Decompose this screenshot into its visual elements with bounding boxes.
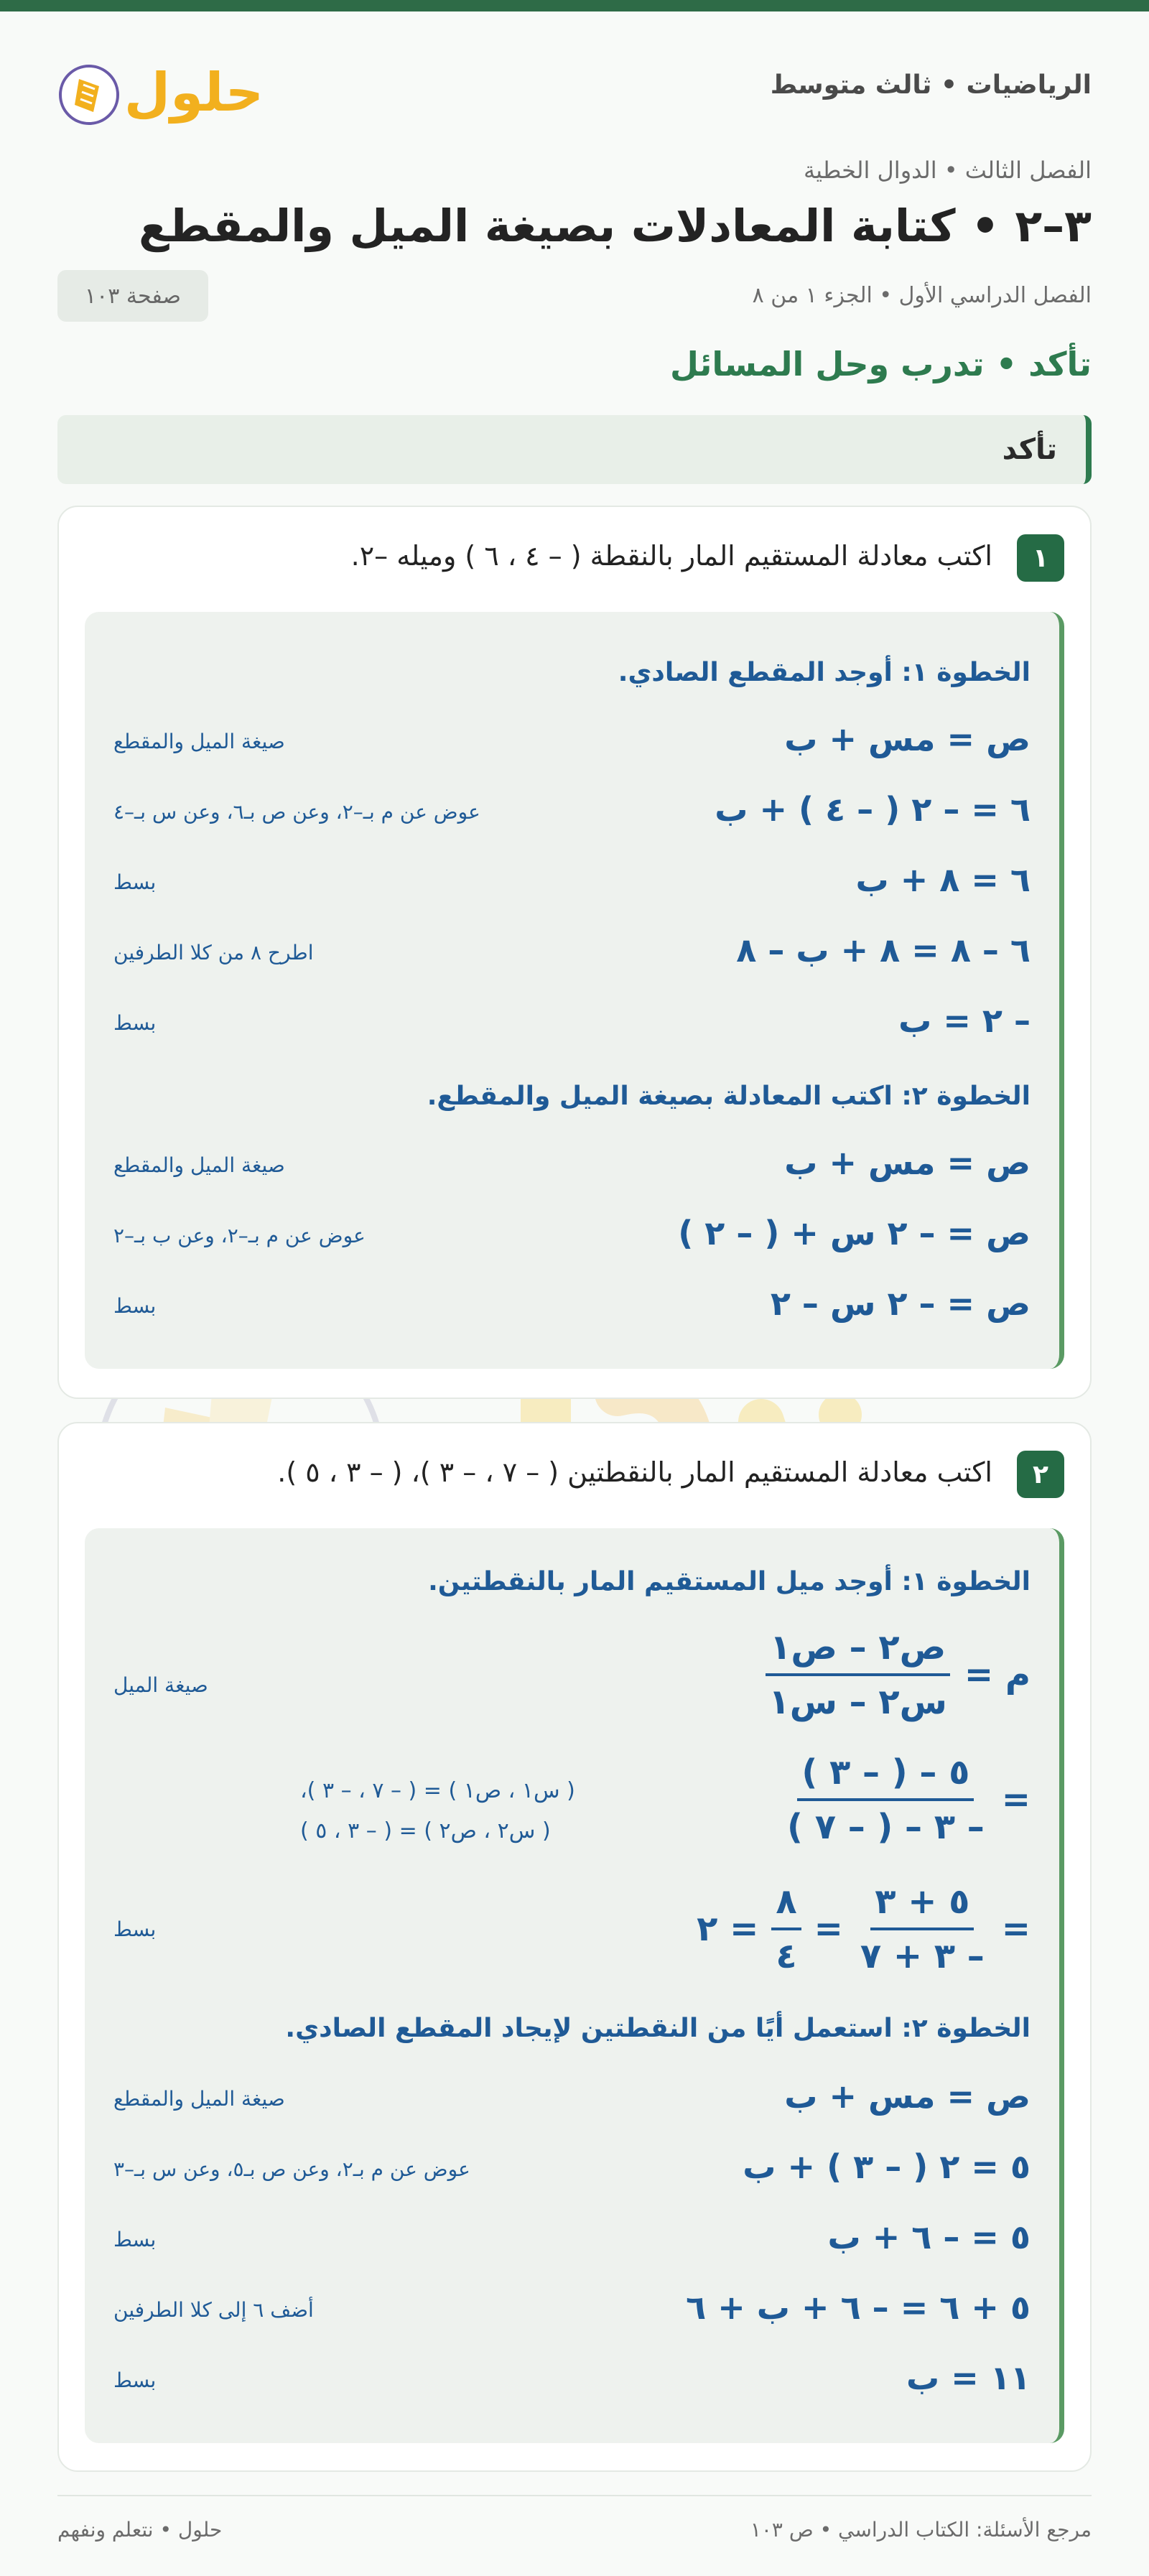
equation-note: صيغة الميل والمقطع — [113, 730, 285, 753]
slope-substitution — [783, 1752, 1031, 1847]
slope-formula — [764, 1627, 1031, 1722]
equation-note: اطرح ٨ من كلا الطرفين — [113, 941, 314, 964]
fraction-denominator: ٤ — [776, 1936, 797, 1976]
equals-sign: = — [1001, 1909, 1031, 1949]
equation: ص = – ٢ س + ( – ٢ ) — [678, 1214, 1031, 1252]
equation: ص = مس + ب — [784, 2077, 1031, 2116]
semester-meta: الفصل الدراسي الأول • الجزء ١ من ٨ — [752, 283, 1092, 308]
equation-note: عوض عن م بـ–٢، وعن ص بـ٦، وعن س بـ–٤ — [113, 800, 480, 824]
point-2: ( س٢ ، ص٢ ) = ( – ٣ ، ٥ ) — [300, 1818, 551, 1843]
equation-note: صيغة الميل والمقطع — [113, 1153, 285, 1177]
fraction — [771, 1882, 801, 1976]
equation-note: عوض عن م بـ–٢، وعن ب بـ–٢ — [113, 1224, 366, 1247]
solution-panel — [85, 612, 1064, 1369]
question-number-badge: ١ — [1017, 534, 1064, 582]
fraction — [783, 1752, 989, 1847]
step-heading: الخطوة ٢: استعمل أيًا من النقطتين لإيجاد المقطع الصادي. — [285, 2014, 1031, 2043]
fraction-denominator: – ٣ – ( – ٧ ) — [787, 1807, 985, 1847]
logo-wordmark: حلول — [124, 62, 264, 124]
equation: ص = مس + ب — [784, 720, 1031, 758]
equation-note: صيغة الميل والمقطع — [113, 2087, 285, 2111]
step-heading: الخطوة ٢: اكتب المعادلة بصيغة الميل والمقطع. — [427, 1082, 1031, 1111]
question-row — [85, 531, 1064, 582]
footer-tagline: حلول • نتعلم ونفهم — [57, 2518, 223, 2542]
chapter-label: الفصل الثالث • الدوال الخطية — [804, 157, 1092, 184]
question-card-2 — [57, 1422, 1092, 2472]
fraction-numerator: ٥ + ٣ — [870, 1882, 974, 1930]
equation-note: بسط — [113, 1294, 157, 1318]
footer-divider — [57, 2495, 1092, 2496]
equation: ٥ = ٢ ( – ٣ ) + ب — [743, 2147, 1031, 2186]
equation: ١١ = ب — [906, 2358, 1031, 2397]
equation-note: بسط — [113, 870, 157, 894]
equation-note: أضف ٦ إلى كلا الطرفين — [113, 2298, 314, 2322]
slope-lhs: م = — [964, 1655, 1031, 1695]
fraction-numerator: ٨ — [771, 1882, 801, 1930]
lesson-title: ٣–٢ • كتابة المعادلات بصيغة الميل والمقطع — [138, 200, 1092, 252]
equation: ٦ – ٨ = ٨ + ب – ٨ — [736, 931, 1031, 970]
top-accent-bar — [0, 0, 1149, 11]
fraction-denominator: – ٣ + ٧ — [860, 1936, 985, 1976]
step-heading: الخطوة ١: أوجد ميل المستقيم المار بالنقطتين. — [428, 1567, 1031, 1596]
section-bar — [57, 415, 1092, 484]
question-card-1 — [57, 506, 1092, 1399]
subject-label: الرياضيات • ثالث متوسط — [770, 70, 1092, 100]
point-1: ( س١ ، ص١ ) = ( – ٧ ، – ٣ )، — [300, 1778, 575, 1803]
equation: ص = مس + ب — [784, 1143, 1031, 1182]
section-bar-label: تأكد — [1002, 433, 1057, 466]
equals-sign: = — [814, 1909, 843, 1949]
equation-note: بسط — [113, 2368, 157, 2392]
equals-sign: = — [1001, 1780, 1031, 1820]
equation: – ٢ = ب — [898, 1001, 1031, 1040]
equation: ٦ = – ٢ ( – ٤ ) + ب — [715, 790, 1031, 829]
section-title: تأكد • تدرب وحل المسائل — [670, 345, 1092, 383]
equation-note: بسط — [113, 1917, 157, 1941]
question-row — [85, 1448, 1064, 1498]
equation: ٥ = – ٦ + ب — [827, 2218, 1031, 2256]
page-number-chip: صفحة ١٠٣ — [57, 270, 208, 322]
equation: ٦ = ٨ + ب — [855, 860, 1031, 899]
slope-simplify — [697, 1882, 1031, 1976]
question-text: اكتب معادلة المستقيم المار بالنقطة ( – ٤ ، ٦ ) وميله –٢. — [350, 540, 992, 572]
slope-result: = ٢ — [697, 1909, 759, 1949]
fraction — [764, 1627, 951, 1722]
fraction-denominator: س٢ – س١ — [768, 1682, 947, 1722]
question-text: اكتب معادلة المستقيم المار بالنقطتين ( – ٧ ، – ٣ )، ( – ٣ ، ٥ ). — [277, 1456, 992, 1488]
step-heading: الخطوة ١: أوجد المقطع الصادي. — [618, 658, 1031, 687]
hulul-logo — [57, 46, 273, 125]
solution-panel — [85, 1528, 1064, 2443]
equation: ٥ + ٦ = – ٦ + ب + ٦ — [686, 2288, 1031, 2327]
equation-note: بسط — [113, 2228, 157, 2251]
page-header — [57, 43, 1092, 129]
equation-note: عوض عن م بـ٢، وعن ص بـ٥، وعن س بـ–٣ — [113, 2157, 470, 2181]
fraction — [856, 1882, 989, 1976]
footer-reference: مرجع الأسئلة: الكتاب الدراسي • ص ١٠٣ — [750, 2518, 1092, 2542]
question-number-badge: ٢ — [1017, 1451, 1064, 1498]
equation-note: بسط — [113, 1011, 157, 1035]
equation: ص = – ٢ س – ٢ — [770, 1284, 1031, 1323]
fraction-numerator: ٥ – ( – ٣ ) — [797, 1752, 974, 1801]
equation-note: صيغة الميل — [113, 1673, 208, 1697]
fraction-numerator: ص٢ – ص١ — [766, 1627, 950, 1676]
